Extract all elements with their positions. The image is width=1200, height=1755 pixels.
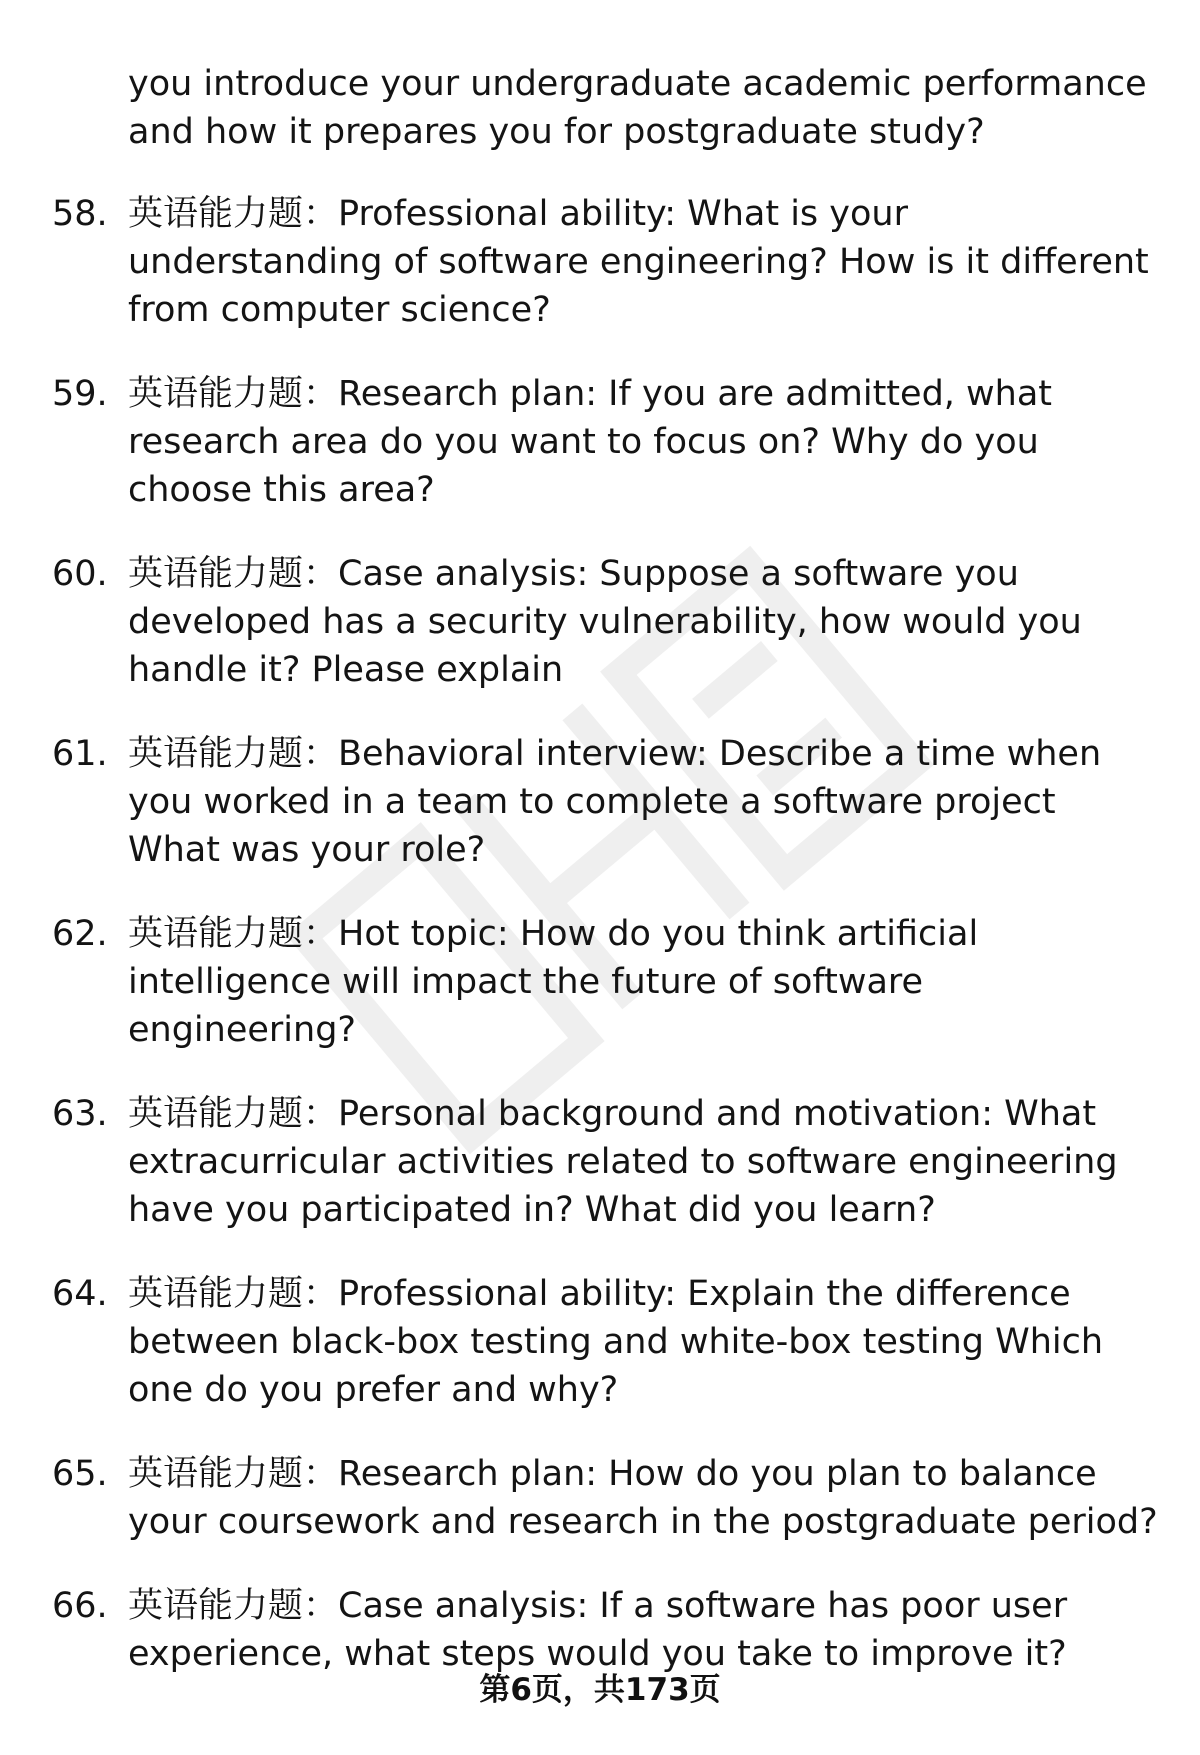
question-number: 60. [52,554,108,594]
question-tag: 英语能力题： [128,734,339,774]
question-item [0,1450,1158,1546]
question-number: 58. [52,194,108,234]
question-text: Professional ability: Explain the difference between black-box testing and white-box testing Which one do you prefer and why? [128,1274,1104,1410]
question-tag: 英语能力题： [128,1094,339,1134]
question-number: 66. [52,1586,108,1626]
question-item [0,1582,1158,1678]
question-text: Personal background and motivation: What extracurricular activities related to software engineering have you participated in? What did you learn? [128,1094,1118,1230]
question-text: Behavioral interview: Describe a time when you worked in a team to complete a software project What was your role? [128,734,1102,870]
question-tag: 英语能力题： [128,554,339,594]
question-text: Research plan: How do you plan to balance your coursework and research in the postgraduate period? [128,1454,1158,1542]
question-list [0,190,1200,1714]
question-tag: 英语能力题： [128,374,339,414]
question-tag: 英语能力题： [128,194,339,234]
question-number: 61. [52,734,108,774]
question-text: Research plan: If you are admitted, what research area do you want to focus on? Why do you choose this area? [128,374,1053,510]
page-number-footer: 第6页，共173页 [479,1672,721,1708]
question-item [0,730,1158,874]
question-tag: 英语能力题： [128,1586,339,1626]
question-item [0,370,1158,514]
question-tag: 英语能力题： [128,1454,339,1494]
previous-question-continuation: you introduce your undergraduate academic performance and how it prepares you for postgraduate study? [128,64,1147,152]
question-item [0,910,1158,1054]
question-number: 64. [52,1274,108,1314]
question-number: 65. [52,1454,108,1494]
question-number: 62. [52,914,108,954]
question-item [0,190,1158,334]
question-number: 59. [52,374,108,414]
question-text: Case analysis: Suppose a software you developed has a security vulnerability, how would you handle it? Please explain [128,554,1082,690]
question-number: 63. [52,1094,108,1134]
question-tag: 英语能力题： [128,914,339,954]
question-tag: 英语能力题： [128,1274,339,1314]
question-item [0,550,1158,694]
question-text: Hot topic: How do you think artificial intelligence will impact the future of software engineering? [128,914,979,1050]
question-text: Case analysis: If a software has poor user experience, what steps would you take to improve it? [128,1586,1068,1674]
question-item [0,1270,1158,1414]
question-text: Professional ability: What is your understanding of software engineering? How is it different from computer science? [128,194,1149,330]
question-item [0,1090,1158,1234]
